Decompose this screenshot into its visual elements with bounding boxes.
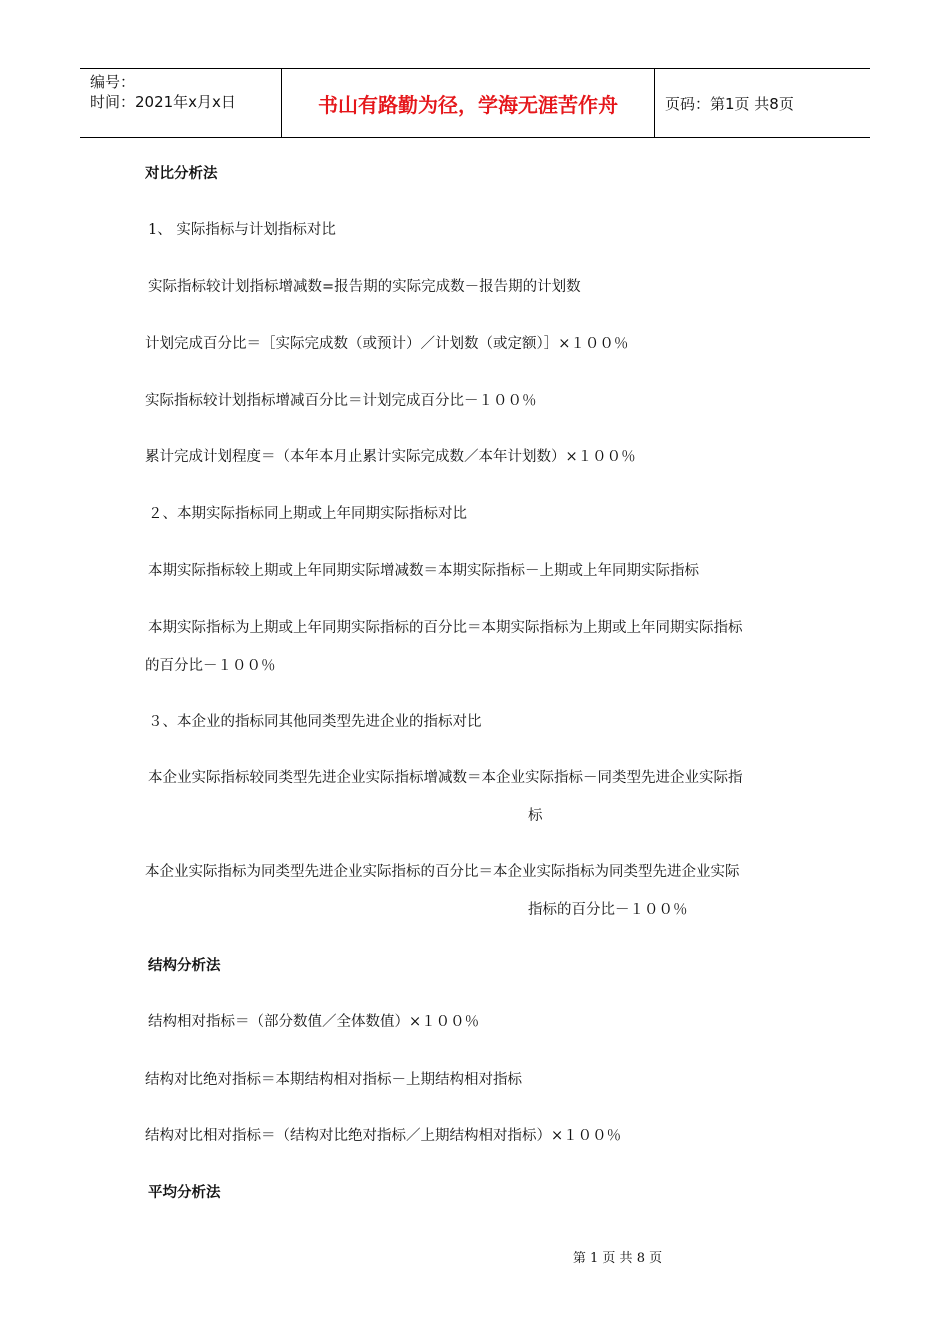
item-heading-3: ３、本企业的指标同其他同类型先进企业的指标对比 [148,714,482,730]
section-title-comparison: 对比分析法 [145,166,218,182]
formula-line: 结构对比绝对指标＝本期结构相对指标－上期结构相对指标 [145,1072,522,1088]
header-motto-cell [282,69,655,137]
formula-line: 累计完成计划程度＝（本年本月止累计实际完成数／本年计划数）×１００％ [145,449,636,465]
formula-line: 本期实际指标为上期或上年同期实际指标的百分比＝本期实际指标为上期或上年同期实际指标 [148,620,743,636]
section-title-average: 平均分析法 [148,1185,221,1201]
formula-line-continued: 指标的百分比－１００％ [528,902,688,918]
header-info-cell [80,69,282,137]
formula-line: 本企业实际指标为同类型先进企业实际指标的百分比＝本企业实际指标为同类型先进企业实际 [145,864,740,880]
formula-line-continued: 标 [528,808,543,824]
motto: 书山有路勤为径，学海无涯苦作舟 [318,93,618,117]
number-label: 编号： [90,73,136,91]
time-label: 时间：2021年x月x日 [90,93,236,111]
formula-line: 实际指标较计划指标增减百分比＝计划完成百分比－１００％ [145,393,537,409]
formula-line: 结构相对指标＝（部分数值／全体数值）×１００％ [148,1014,480,1030]
section-title-structure: 结构分析法 [148,958,221,974]
formula-line: 计划完成百分比＝［实际完成数（或预计）／计划数（或定额）］×１００％ [145,336,629,352]
page-header [80,68,870,138]
item-heading-2: ２、本期实际指标同上期或上年同期实际指标对比 [148,506,467,522]
formula-line: 结构对比相对指标＝（结构对比绝对指标／上期结构相对指标）×１００％ [145,1128,622,1144]
formula-line: 本企业实际指标较同类型先进企业实际指标增减数＝本企业实际指标－同类型先进企业实际指 [148,770,743,786]
page-footer [0,1247,950,1266]
formula-line-continued: 的百分比－１００％ [145,658,276,674]
formula-line: 实际指标较计划指标增减数=报告期的实际完成数－报告期的计划数 [148,279,581,295]
page-info: 页码：第1页 共8页 [665,95,794,113]
item-heading-1: 1、 实际指标与计划指标对比 [148,222,336,238]
formula-line: 本期实际指标较上期或上年同期实际增减数＝本期实际指标－上期或上年同期实际指标 [148,563,699,579]
footer-page-number: 第 1 页 共 8 页 [572,1251,663,1266]
header-page-cell [655,69,870,137]
